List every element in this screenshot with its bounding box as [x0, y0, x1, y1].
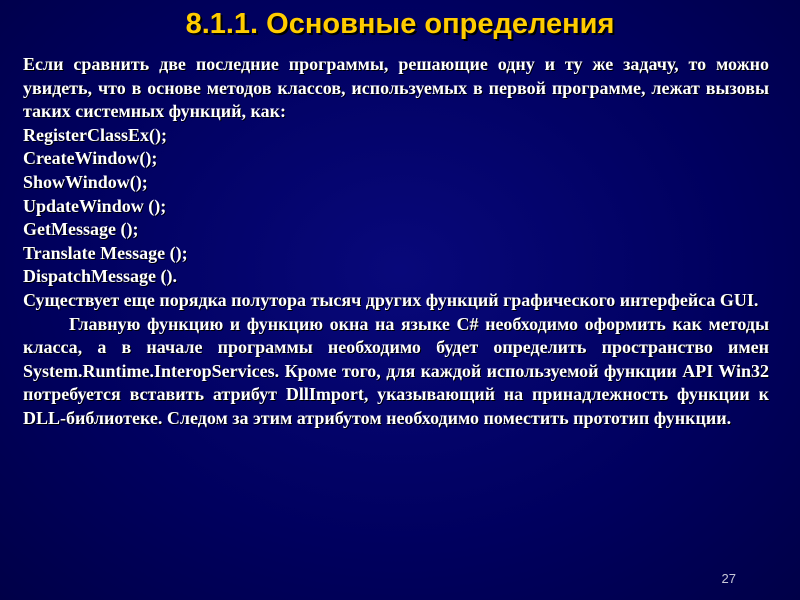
page-number: 27: [721, 571, 736, 586]
slide-body: [23, 53, 769, 431]
function-item: DispatchMessage ().: [23, 266, 177, 287]
main-paragraph: Главную функцию и функцию окна на языке C# необходимо оформить как методы класса, а в начале программы необходимо будет определить пространство имен System.Runtime.InteropServices. Кроме того, для каждой используемой функции API Win32 потребуется вставить атрибут DllImport, указывающий на принадлежность функции к DLL-библиотеке. Следом за этим атрибутом необходимо поместить прототип функции.: [23, 313, 769, 428]
function-item: Translate Message ();: [23, 242, 188, 263]
intro-paragraph: Если сравнить две последние программы, решающие одну и ту же задачу, то можно увидеть, что в основе методов классов, используемых в первой программе, лежат вызовы таких системных функций, как:: [23, 54, 769, 122]
function-item: GetMessage ();: [23, 219, 139, 240]
function-item: RegisterClassEx();: [23, 124, 167, 145]
slide-title: 8.1.1. Основные определения: [185, 8, 615, 40]
gui-note-paragraph: Существует еще порядка полутора тысяч других функций графического интерфейса GUI.: [23, 289, 759, 310]
function-item: UpdateWindow ();: [23, 195, 167, 216]
function-item: CreateWindow();: [23, 148, 158, 169]
function-list: [23, 124, 769, 289]
function-item: ShowWindow();: [23, 171, 148, 192]
